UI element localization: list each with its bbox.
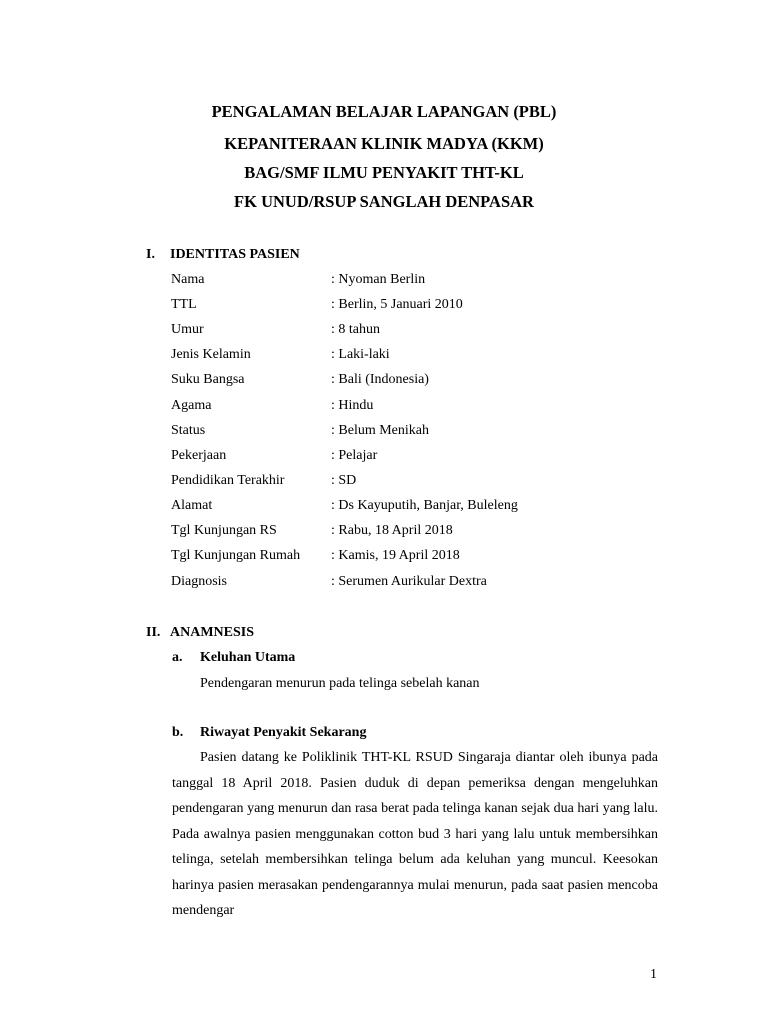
identity-label: Suku Bangsa bbox=[171, 372, 245, 387]
identity-row bbox=[171, 472, 731, 490]
identity-label: Umur bbox=[171, 322, 204, 337]
identity-row bbox=[171, 271, 731, 289]
section-identitas-heading bbox=[146, 246, 300, 264]
identity-row bbox=[171, 573, 731, 591]
identity-row bbox=[171, 497, 731, 515]
identity-row bbox=[171, 321, 731, 339]
keluhan-utama-text: Pendengaran menurun pada telinga sebelah kanan bbox=[200, 676, 480, 691]
identity-value: : Nyoman Berlin bbox=[331, 272, 426, 287]
section-number: I. bbox=[146, 247, 155, 262]
identity-value: : Rabu, 18 April 2018 bbox=[331, 523, 453, 538]
identity-value: : Pelajar bbox=[331, 448, 378, 463]
identity-label: Tgl Kunjungan RS bbox=[171, 523, 277, 538]
identity-row bbox=[171, 422, 731, 440]
identity-row bbox=[171, 296, 731, 314]
identity-label: Jenis Kelamin bbox=[171, 347, 251, 362]
subsection-letter: b. bbox=[172, 725, 184, 740]
subsection-letter: a. bbox=[172, 650, 183, 665]
section-title: ANAMNESIS bbox=[170, 625, 255, 640]
identity-value: : Ds Kayuputih, Banjar, Buleleng bbox=[331, 498, 518, 513]
header-line-4: FK UNUD/RSUP SANGLAH DENPASAR bbox=[234, 192, 534, 211]
section-number: II. bbox=[146, 625, 161, 640]
identity-row bbox=[171, 346, 731, 364]
header-line-2: KEPANITERAAN KLINIK MADYA (KKM) bbox=[224, 134, 544, 153]
section-anamnesis-heading bbox=[146, 624, 254, 642]
identity-label: Pekerjaan bbox=[171, 448, 227, 463]
identity-value: : Berlin, 5 Januari 2010 bbox=[331, 297, 463, 312]
identity-label: Tgl Kunjungan Rumah bbox=[171, 548, 301, 563]
page-number: 1 bbox=[650, 967, 657, 982]
header-line-1: PENGALAMAN BELAJAR LAPANGAN (PBL) bbox=[211, 102, 557, 121]
identity-row bbox=[171, 397, 731, 415]
identity-row bbox=[171, 547, 731, 565]
header-line-3: BAG/SMF ILMU PENYAKIT THT-KL bbox=[244, 163, 524, 182]
identity-value: : SD bbox=[331, 473, 357, 488]
identity-value: : Laki-laki bbox=[331, 347, 390, 362]
subsection-title: Keluhan Utama bbox=[200, 650, 296, 665]
identity-label: Status bbox=[171, 423, 206, 438]
riwayat-paragraph: Pasien datang ke Poliklinik THT-KL RSUD Singaraja diantar oleh ibunya pada tanggal 18 April 2018. Pasien duduk di depan pemeriksa dengan mengeluhkan pendengaran yang menurun dan rasa berat pada telinga kanan sejak dua hari yang lalu. Pada awalnya pasien menggunakan cotton bud 3 hari yang lalu untuk membersihkan telinga, setelah membersihkan telinga belum ada keluhan yang muncul. Keesokan harinya pasien merasakan pendengarannya mulai menurun, pada saat pasien mencoba mendengar bbox=[172, 750, 658, 918]
identity-row bbox=[171, 447, 731, 465]
identity-label: Alamat bbox=[171, 498, 213, 513]
subsection-riwayat-heading bbox=[172, 724, 366, 742]
identity-label: Agama bbox=[171, 398, 212, 413]
identity-value: : Belum Menikah bbox=[331, 423, 429, 438]
identity-value: : Bali (Indonesia) bbox=[331, 372, 429, 387]
identity-label: Nama bbox=[171, 272, 205, 287]
identity-row bbox=[171, 371, 731, 389]
subsection-title: Riwayat Penyakit Sekarang bbox=[200, 725, 367, 740]
identity-row bbox=[171, 522, 731, 540]
section-title: IDENTITAS PASIEN bbox=[170, 247, 300, 262]
identity-value: : Kamis, 19 April 2018 bbox=[331, 548, 460, 563]
identity-value: : Hindu bbox=[331, 398, 374, 413]
identity-label: Pendidikan Terakhir bbox=[171, 473, 285, 488]
identity-label: TTL bbox=[171, 297, 197, 312]
subsection-keluhan-utama-heading bbox=[172, 649, 295, 667]
identity-value: : Serumen Aurikular Dextra bbox=[331, 574, 487, 589]
identity-value: : 8 tahun bbox=[331, 322, 380, 337]
identity-label: Diagnosis bbox=[171, 574, 227, 589]
